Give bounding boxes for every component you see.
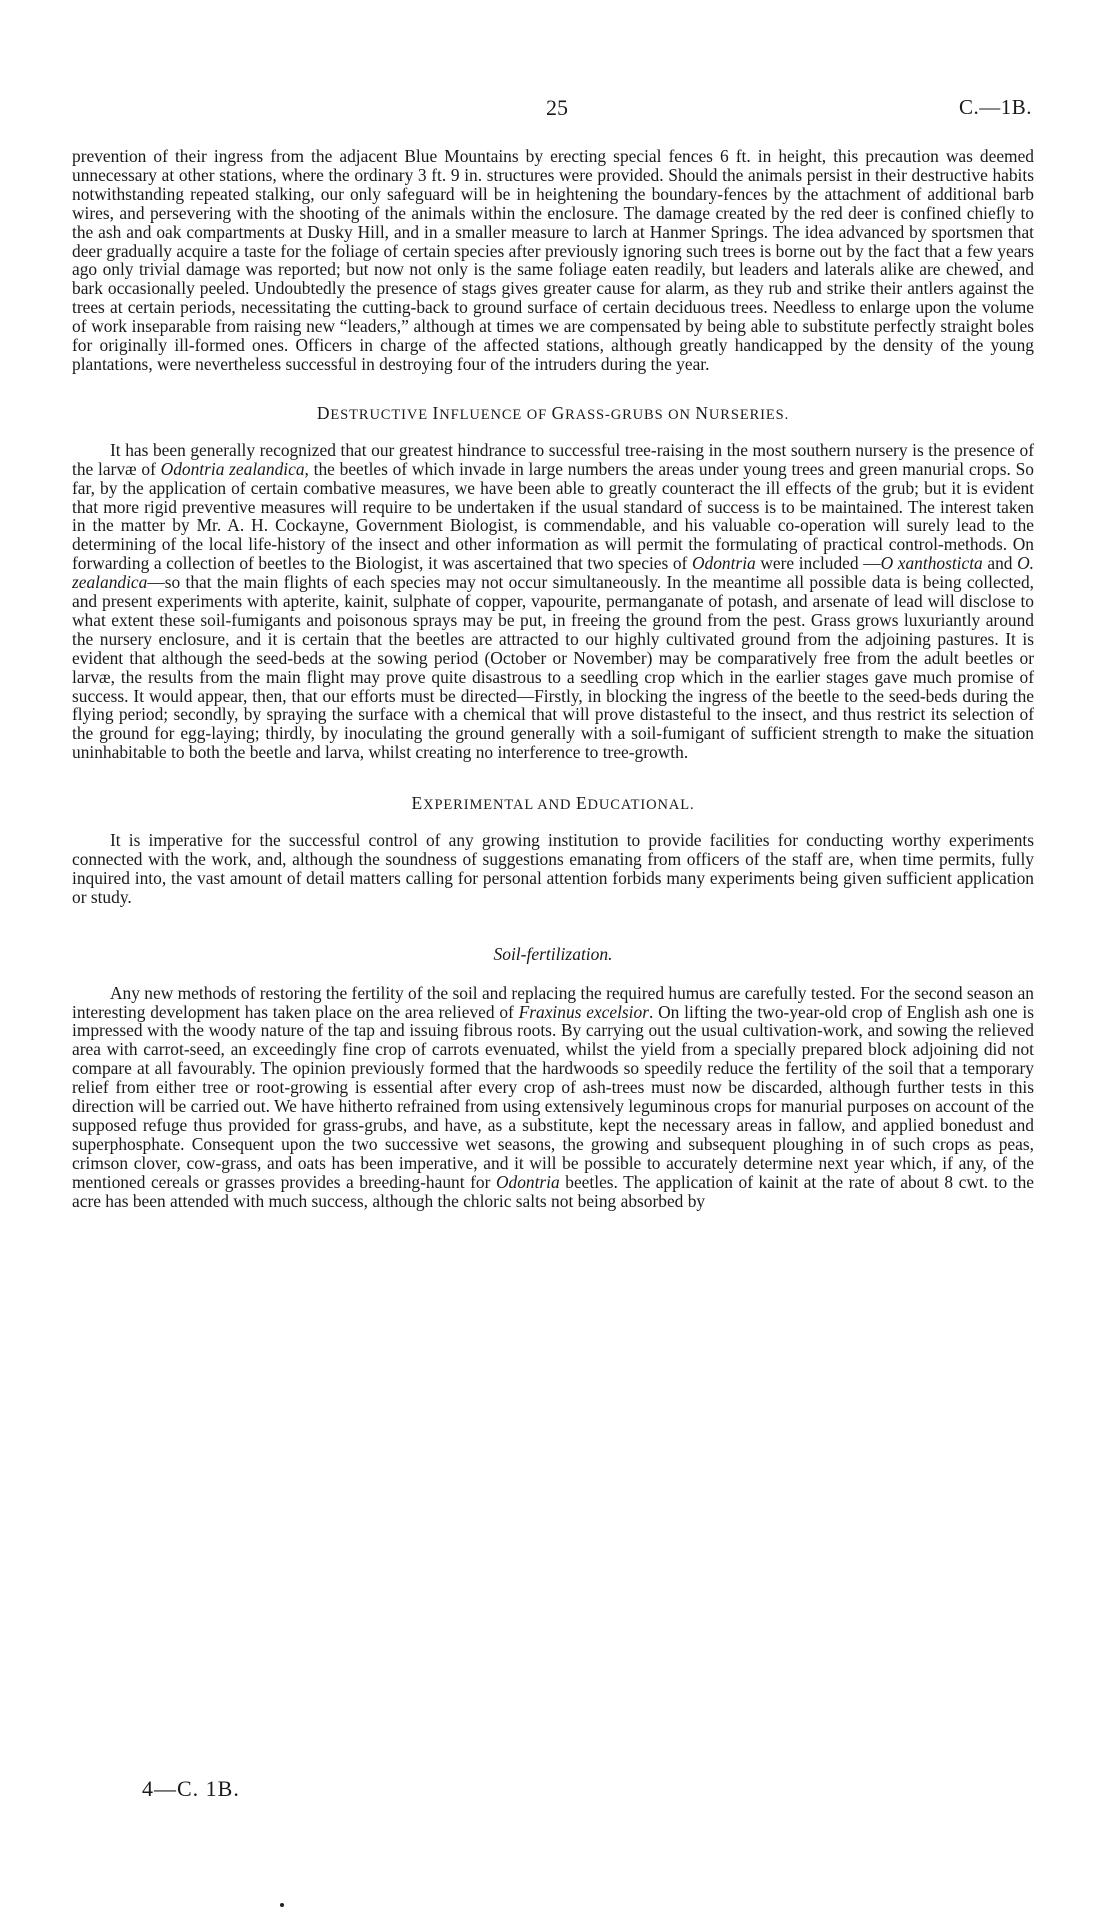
- paragraph-experimental: It is imperative for the successful control of any growing institution to provide facilities for conducting worthy experiments connected with the work, and, although the soundness of suggestions emanating from officers of the staff are, when time permits, fully inquired into, the vast amount of detail matters calling for personal attention forbids many experiments being given sufficient application or study.: [72, 830, 1034, 907]
- paragraph-grass-grubs: It has been generally recognized that our greatest hindrance to successful tree-raising in the most southern nursery is the presence of the larvæ of Odontria zealandica, the beetles of which invade in large numbers the areas under young trees and green manurial crops. So far, by the application of certain combative measures, we have been able to greatly counteract the ill effects of the grub; but it is evident that more rigid preventive measures will require to be undertaken if the usual standard of success is to be maintained. The interest taken in the matter by Mr. A. H. Cockayne, Government Biologist, is commendable, and his valuable co-operation will surely lead to the determining of the local life-history of the insect and other information as will permit the formulating of practical control-methods. On forwarding a collection of beetles to the Biologist, it was ascertained that two species of Odontria were included —O xanthosticta and O. zealandica—so that the main flights of each species may not occur simultaneously. In the meantime all possible data is being collected, and present experiments with apterite, kainit, sulphate of copper, vapourite, permanganate of potash, and arsenate of lead will disclose to what extent these soil-fumigants and poisonous sprays may be put, in freeing the ground from the pest. Grass grows luxuriantly around the nursery enclosure, and it is certain that the beetles are attracted to our highly cultivated ground from the adjoining pastures. It is evident that although the seed-beds at the sowing period (October or November) may be comparatively free from the adult beetles or larvæ, the results from the main flight may prove quite disastrous to a seedling crop which in the earlier stages gave much promise of success. It would appear, then, that our efforts must be directed—Firstly, in blocking the ingress of the beetle to the seed-beds during the flying period; secondly, by spraying the surface with a chemical that will prove distasteful to the insect, and thus restrict its selection of the ground for egg-laying; thirdly, by inoculating the ground generally with a soil-fumigant of sufficient strength to make the situation uninhabitable to both the beetle and larva, whilst creating no interference to tree-growth.: [72, 439, 1034, 763]
- heading-experimental: EXPERIMENTAL AND EDUCATIONAL.: [411, 793, 695, 814]
- heading-grass-grubs: DESTRUCTIVE INFLUENCE OF GRASS-GRUBS ON NURSERIES.: [316, 402, 790, 423]
- heading-soil-fertilization: Soil-fertilization.: [493, 943, 613, 964]
- ink-dot: [280, 1903, 284, 1907]
- signature-mark: 4—C. 1B.: [142, 1776, 240, 1801]
- document-reference: C.—1B.: [958, 95, 1032, 119]
- page-number: 25: [546, 95, 568, 120]
- paragraph-deer-damage: prevention of their ingress from the adjacent Blue Mountains by erecting special fences 6 ft. in height, this precaution was deemed unnecessary at other stations, where the ordinary 3 ft. 9 in. structures were provided. Should the animals persist in their destructive habits notwithstanding repeated stalking, our only safeguard will be in heightening the boundary-fences by the attachment of additional barb wires, and persevering with the shooting of the animals within the enclosure. The damage created by the red deer is confined chiefly to the ash and oak compartments at Dusky Hill, and in a smaller measure to larch at Hanmer Springs. The idea advanced by sportsmen that deer gradually acquire a taste for the foliage of certain species after previously ignoring such trees is borne out by the fact that a few years ago only trivial damage was reported; but now not only is the same foliage eaten readily, but leaders and laterals alike are chewed, and bark occasionally peeled. Undoubtedly the presence of stags gives greater cause for alarm, as they rub and strike their antlers against the trees at certain periods, necessitating the cutting-back to ground surface of certain deciduous trees. Needless to enlarge upon the volume of work inseparable from raising new “leaders,” although at times we are compensated by being able to substitute perfectly straight boles for originally ill-formed ones. Officers in charge of the affected stations, although greatly handicapped by the density of the young plantations, were nevertheless successful in destroying four of the intruders during the year.: [72, 146, 1034, 374]
- paragraph-soil-fertilization: Any new methods of restoring the fertility of the soil and replacing the required humus are carefully tested. For the second season an interesting development has taken place on the area relieved of Fraxinus excelsior. On lifting the two-year-old crop of English ash one is impressed with the woody nature of the tap and issuing fibrous roots. By carrying out the usual cultivation-work, and sowing the relieved area with carrot-seed, an exceedingly fine crop of carrots evenuated, whilst the yield from a specially prepared block adjoining did not compare at all favourably. The opinion previously formed that the hardwoods so speedily reduce the fertility of the soil that a temporary relief from either tree or root-growing is essential after every crop of ash-trees must now be discarded, although further tests in this direction will be carried out. We have hitherto refrained from using extensively leguminous crops for manurial purposes on account of the supposed refuge thus provided for grass-grubs, and have, as a substitute, kept the necessary areas in fallow, and applied bonedust and superphosphate. Consequent upon the two successive wet seasons, the growing and subsequent ploughing in of such crops as peas, crimson clover, cow-grass, and oats has been imperative, and it will be possible to accurately determine next year which, if any, of the mentioned cereals or grasses provides a breeding-haunt for Odontria beetles. The application of kainit at the rate of about 8 cwt. to the acre has been attended with much success, although the chloric salts not being absorbed by: [72, 982, 1035, 1211]
- document-body: [72, 147, 1034, 1211]
- page-header: [72, 95, 1042, 125]
